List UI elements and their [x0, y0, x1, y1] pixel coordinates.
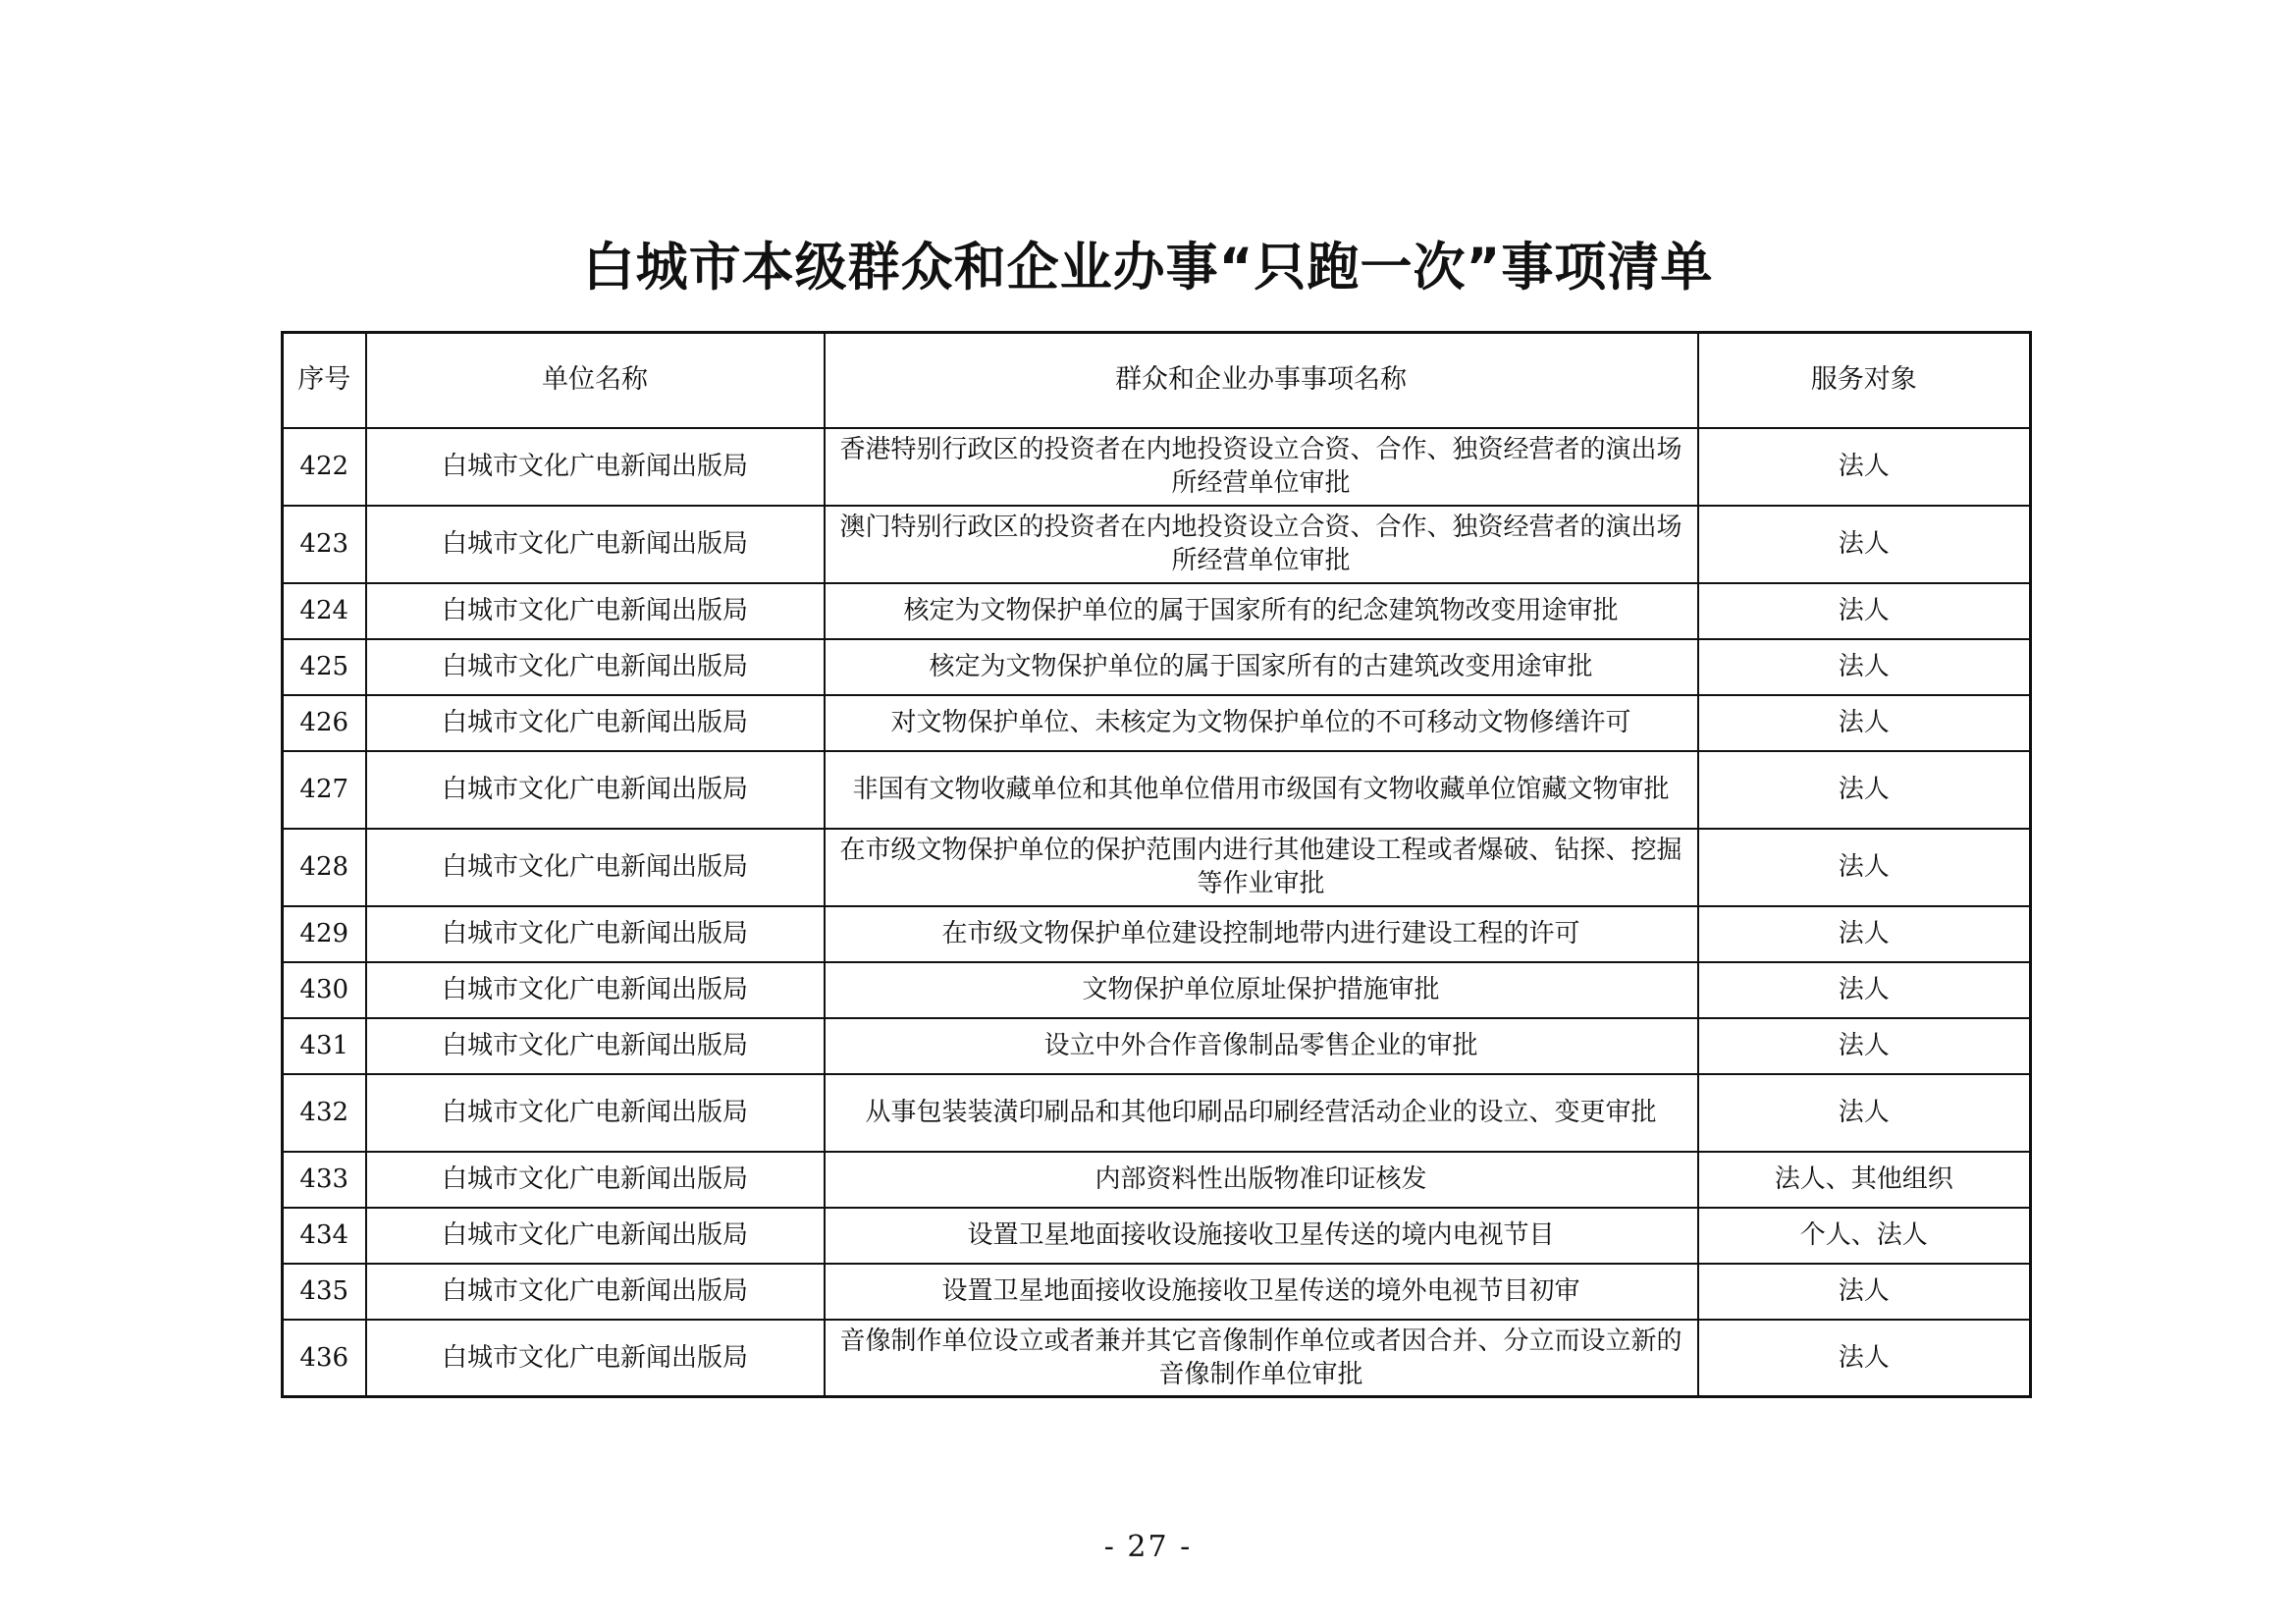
row-no: 435	[283, 1264, 366, 1320]
header-no: 序号	[283, 333, 366, 428]
row-unit: 白城市文化广电新闻出版局	[366, 639, 825, 695]
table-row	[283, 829, 2031, 906]
row-no: 432	[283, 1074, 366, 1152]
row-unit: 白城市文化广电新闻出版局	[366, 829, 825, 906]
row-item: 设立中外合作音像制品零售企业的审批	[825, 1018, 1698, 1074]
row-item: 澳门特别行政区的投资者在内地投资设立合资、合作、独资经营者的演出场所经营单位审批	[825, 506, 1698, 583]
document-title: 白城市本级群众和企业办事“只跑一次”事项清单	[582, 238, 1714, 298]
row-no: 434	[283, 1208, 366, 1264]
row-unit: 白城市文化广电新闻出版局	[366, 1018, 825, 1074]
row-unit: 白城市文化广电新闻出版局	[366, 428, 825, 506]
row-target: 法人	[1698, 829, 2031, 906]
row-item: 对文物保护单位、未核定为文物保护单位的不可移动文物修缮许可	[825, 695, 1698, 751]
matters-table	[281, 331, 2032, 1398]
row-item: 在市级文物保护单位建设控制地带内进行建设工程的许可	[825, 906, 1698, 962]
row-unit: 白城市文化广电新闻出版局	[366, 1152, 825, 1208]
row-unit: 白城市文化广电新闻出版局	[366, 583, 825, 639]
row-target: 法人、其他组织	[1698, 1152, 2031, 1208]
row-no: 426	[283, 695, 366, 751]
header-unit: 单位名称	[366, 333, 825, 428]
row-no: 425	[283, 639, 366, 695]
table-row	[283, 751, 2031, 829]
table-header-row	[283, 333, 2031, 428]
row-no: 428	[283, 829, 366, 906]
row-item: 核定为文物保护单位的属于国家所有的纪念建筑物改变用途审批	[825, 583, 1698, 639]
row-no: 430	[283, 962, 366, 1018]
row-no: 429	[283, 906, 366, 962]
table-row	[283, 1074, 2031, 1152]
header-target: 服务对象	[1698, 333, 2031, 428]
page-number: - 27 -	[1103, 1530, 1193, 1564]
table-row	[283, 962, 2031, 1018]
table-row	[283, 695, 2031, 751]
row-no: 422	[283, 428, 366, 506]
row-target: 法人	[1698, 506, 2031, 583]
table-row	[283, 506, 2031, 583]
row-unit: 白城市文化广电新闻出版局	[366, 906, 825, 962]
row-item: 内部资料性出版物准印证核发	[825, 1152, 1698, 1208]
row-target: 法人	[1698, 906, 2031, 962]
row-item: 非国有文物收藏单位和其他单位借用市级国有文物收藏单位馆藏文物审批	[825, 751, 1698, 829]
row-unit: 白城市文化广电新闻出版局	[366, 1208, 825, 1264]
row-item: 核定为文物保护单位的属于国家所有的古建筑改变用途审批	[825, 639, 1698, 695]
row-unit: 白城市文化广电新闻出版局	[366, 962, 825, 1018]
row-target: 法人	[1698, 428, 2031, 506]
row-target: 个人、法人	[1698, 1208, 2031, 1264]
row-item: 从事包装装潢印刷品和其他印刷品印刷经营活动企业的设立、变更审批	[825, 1074, 1698, 1152]
row-target: 法人	[1698, 962, 2031, 1018]
row-unit: 白城市文化广电新闻出版局	[366, 1264, 825, 1320]
table-row	[283, 1320, 2031, 1397]
row-unit: 白城市文化广电新闻出版局	[366, 1074, 825, 1152]
table-row	[283, 639, 2031, 695]
table-row	[283, 1264, 2031, 1320]
row-item: 设置卫星地面接收设施接收卫星传送的境内电视节目	[825, 1208, 1698, 1264]
row-unit: 白城市文化广电新闻出版局	[366, 751, 825, 829]
row-target: 法人	[1698, 1320, 2031, 1397]
row-no: 431	[283, 1018, 366, 1074]
row-target: 法人	[1698, 1264, 2031, 1320]
row-unit: 白城市文化广电新闻出版局	[366, 695, 825, 751]
row-item: 在市级文物保护单位的保护范围内进行其他建设工程或者爆破、钻探、挖掘等作业审批	[825, 829, 1698, 906]
table-row	[283, 1208, 2031, 1264]
row-item: 文物保护单位原址保护措施审批	[825, 962, 1698, 1018]
row-target: 法人	[1698, 639, 2031, 695]
table-row	[283, 583, 2031, 639]
row-no: 427	[283, 751, 366, 829]
row-item: 音像制作单位设立或者兼并其它音像制作单位或者因合并、分立而设立新的音像制作单位审批	[825, 1320, 1698, 1397]
row-target: 法人	[1698, 751, 2031, 829]
row-target: 法人	[1698, 583, 2031, 639]
row-item: 设置卫星地面接收设施接收卫星传送的境外电视节目初审	[825, 1264, 1698, 1320]
table-row	[283, 428, 2031, 506]
table-row	[283, 1152, 2031, 1208]
row-target: 法人	[1698, 1018, 2031, 1074]
table-row	[283, 1018, 2031, 1074]
row-no: 424	[283, 583, 366, 639]
row-unit: 白城市文化广电新闻出版局	[366, 1320, 825, 1397]
row-no: 436	[283, 1320, 366, 1397]
row-item: 香港特别行政区的投资者在内地投资设立合资、合作、独资经营者的演出场所经营单位审批	[825, 428, 1698, 506]
table-row	[283, 906, 2031, 962]
row-no: 433	[283, 1152, 366, 1208]
row-no: 423	[283, 506, 366, 583]
header-item: 群众和企业办事事项名称	[825, 333, 1698, 428]
row-unit: 白城市文化广电新闻出版局	[366, 506, 825, 583]
row-target: 法人	[1698, 695, 2031, 751]
row-target: 法人	[1698, 1074, 2031, 1152]
